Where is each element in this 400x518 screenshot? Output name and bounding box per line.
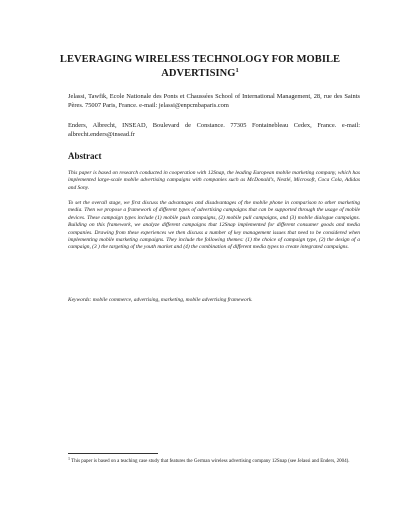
paper-title-text: LEVERAGING WIRELESS TECHNOLOGY FOR MOBILE ADVERTISING <box>59 54 341 79</box>
affiliation-jelassi: Jelassi, Tawfik, Ecole Nationale des Ponts et Chaussées School of International Management, 28, rue des Saints Pères. 75007 Paris, France. e-mail: jelassi@enpcmbaparis.com <box>68 93 360 109</box>
footnote-text: This paper is based on a teaching case study that features the German wireless advertising company 12Snap (see Jelassi and Enders, 2004). <box>70 459 350 464</box>
footnote-divider <box>68 453 158 454</box>
affiliation-enders: Enders, Albrecht, INSEAD, Boulevard de Constance. 77305 Fontainebleau Cedex, France. e-mail: albrecht.enders@insead.fr <box>68 122 360 138</box>
footnote <box>68 458 360 465</box>
title-footnote-mark: 1 <box>235 67 239 74</box>
paper-title <box>40 53 360 81</box>
abstract-paragraph: To set the overall stage, we first discuss the advantages and disadvantages of the mobile phone in comparison to other marketing media. Then we propose a framework of different types of advertising campaigns that can be supported through the usage of mobile devices. These campaign types include (1) mobile push campaigns, (2) mobile pull campaigns, and (3) mobile dialogue campaigns. Building on this framework, we analyze different campaigns that 12Snap implemented for different consumer goods and media companies. Drawing from these experiences we then discuss a number of key management issues that need to be considered when implementing mobile marketing campaigns. They include the following themes: (1) the choice of campaign type, (2) the design of a campaign, (3 ) the targeting of the youth market and (4) the combination of different media types to create integrated campaigns. <box>68 200 360 251</box>
keywords: Keywords: mobile commerce, advertising, marketing, mobile advertising framework. <box>68 297 253 303</box>
footnote-mark: 1 <box>68 456 70 461</box>
abstract-heading: Abstract <box>68 151 102 161</box>
abstract-paragraph: This paper is based on research conducted in cooperation with 12Snap, the leading European mobile marketing company, which has implemented large-scale mobile advertising campaigns with companies such as McDonald’s, Nestlé, Microsoft, Coca Cola, Adidas and Sony. <box>68 170 360 191</box>
